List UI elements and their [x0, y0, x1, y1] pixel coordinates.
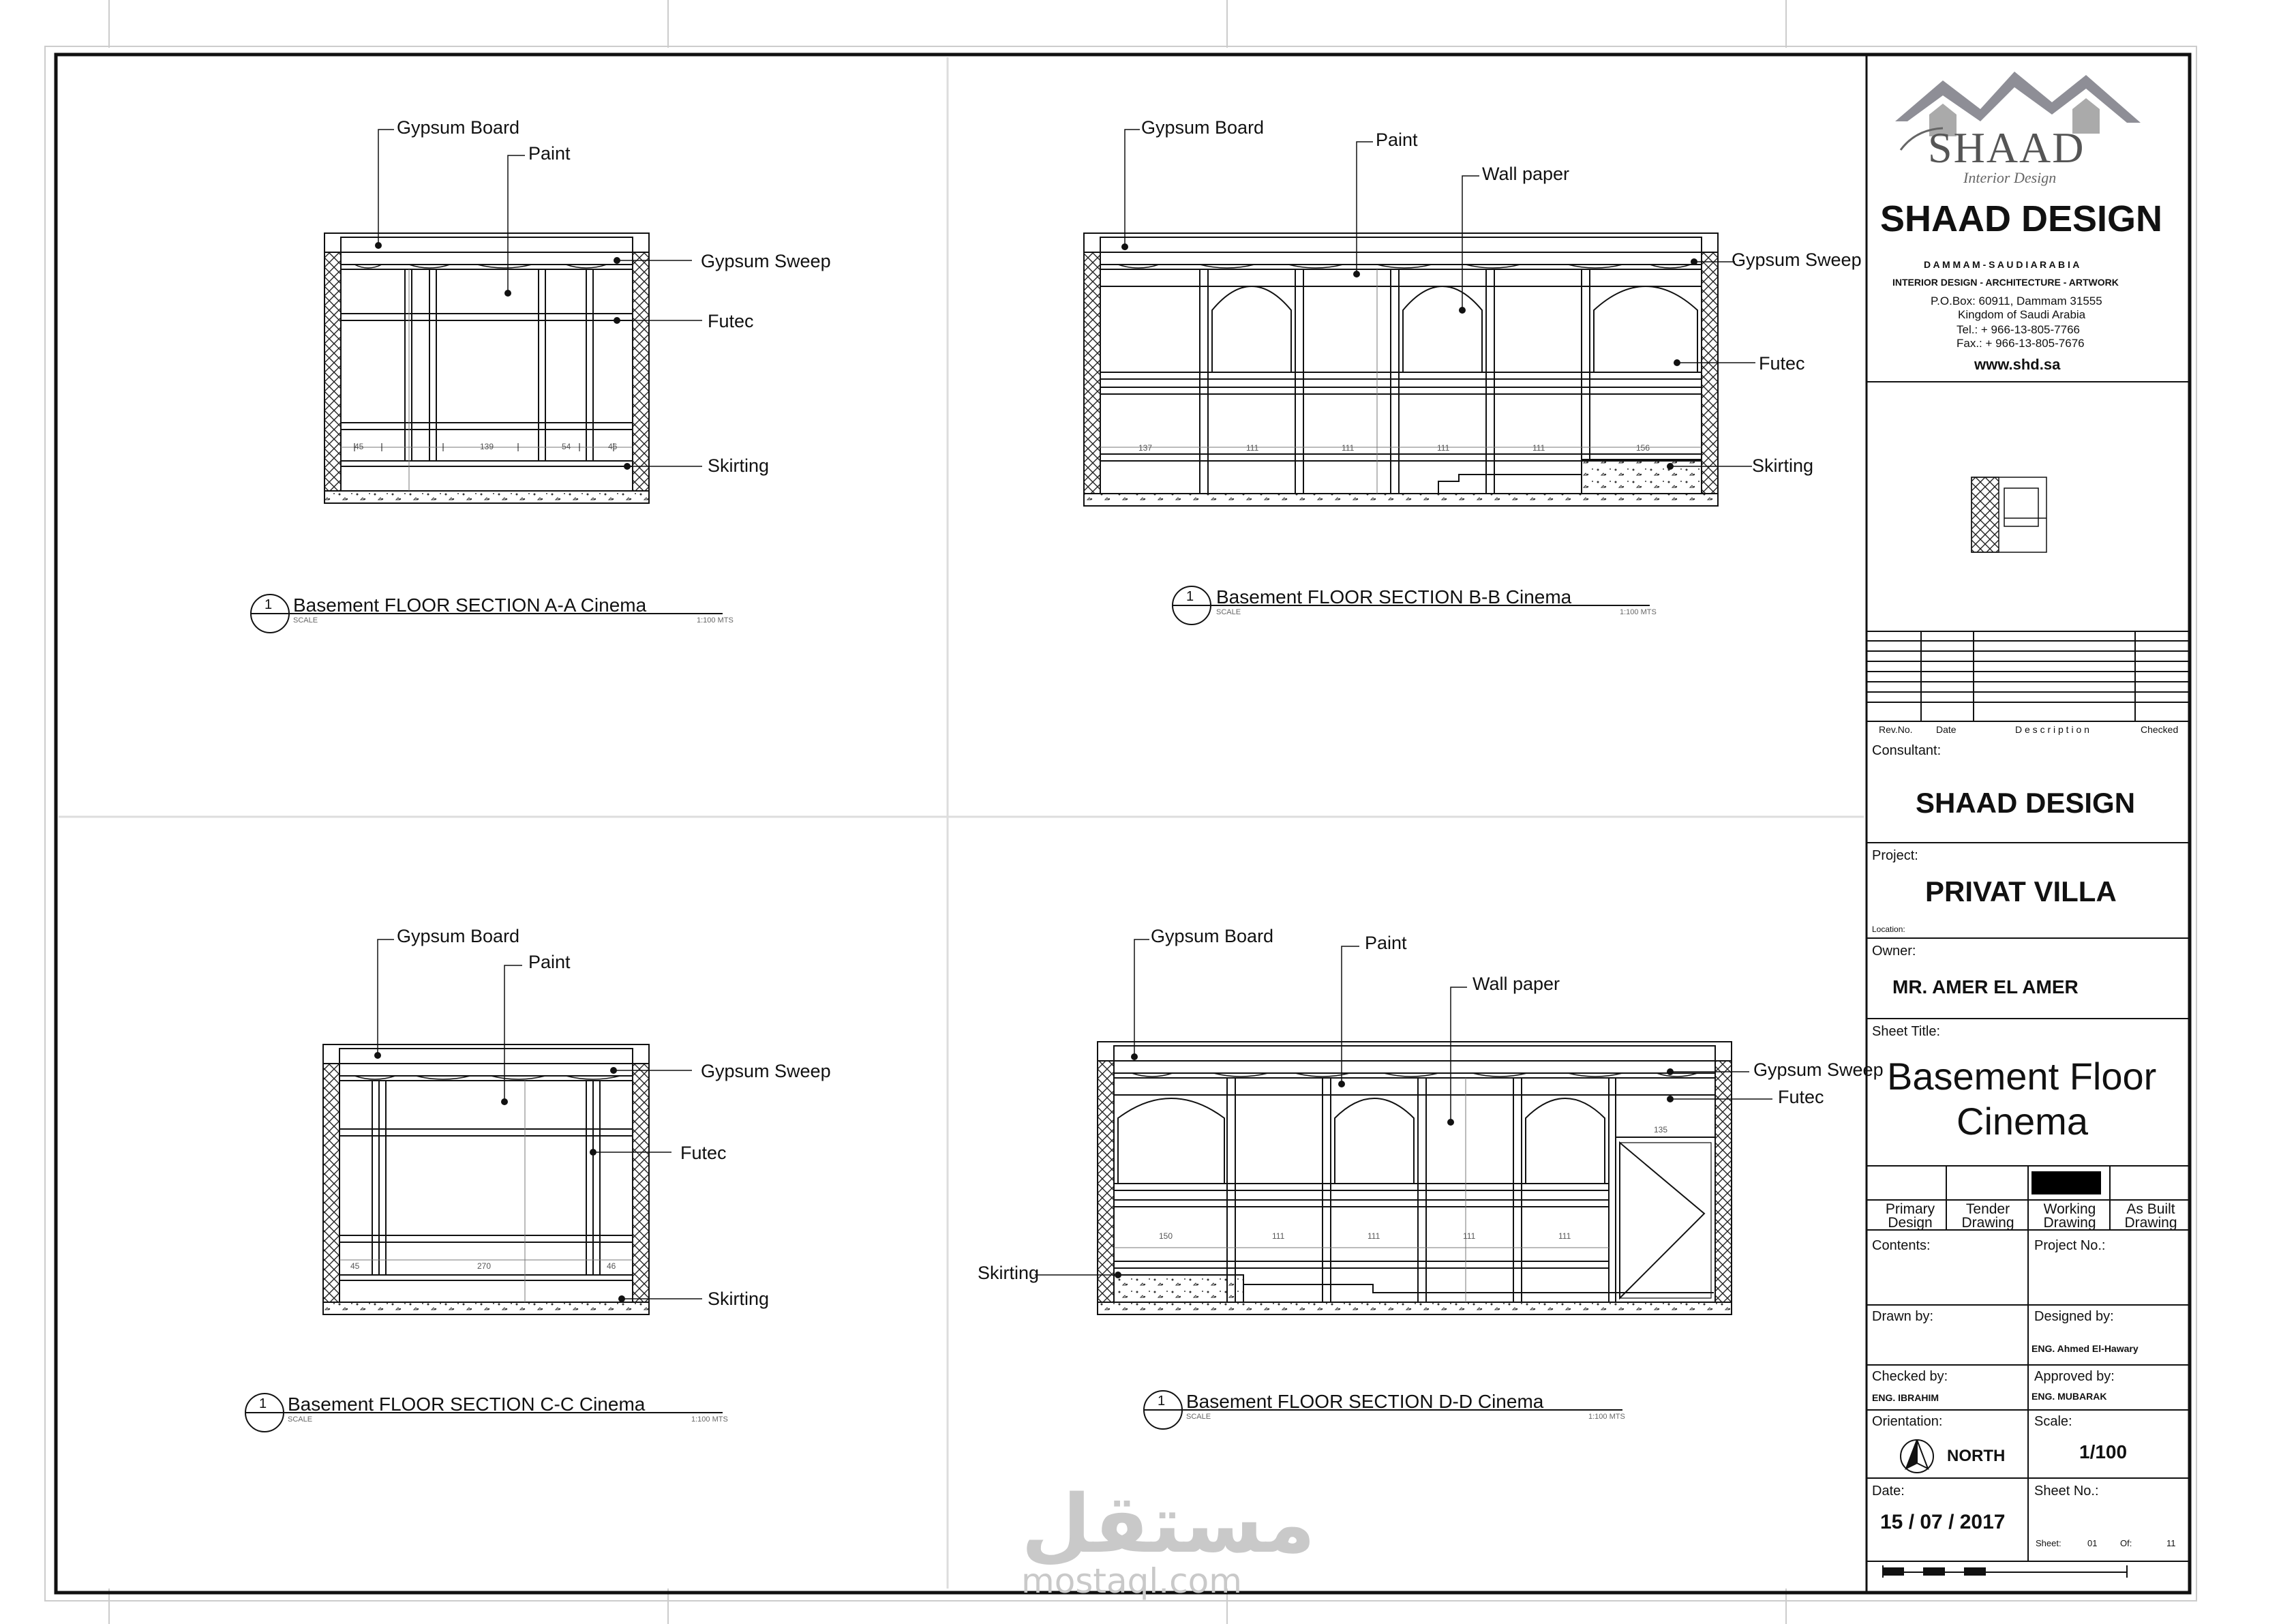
- section-d-title: Basement FLOOR SECTION D-D Cinema: [1186, 1391, 1544, 1412]
- watermark-latin: mostaql.com: [1021, 1561, 1242, 1601]
- sheet-title-label: Sheet Title:: [1872, 1024, 1941, 1039]
- owner-label: Owner:: [1872, 944, 1916, 959]
- dim-d-5: 111: [1463, 1231, 1476, 1241]
- dim-d-1: 135: [1654, 1125, 1668, 1134]
- company-website[interactable]: www.shd.sa: [1974, 356, 2061, 373]
- logo-text: SHAAD: [1928, 123, 2085, 172]
- rev-header-no: Rev.No.: [1879, 724, 1913, 735]
- dim-a-4: 46: [608, 442, 618, 451]
- section-d-dots: [1115, 1053, 1674, 1278]
- stage-working-drawing[interactable]: Working Drawing: [2043, 1201, 2096, 1231]
- label-futec-d: Futec: [1778, 1087, 1824, 1107]
- orientation-value: NORTH: [1947, 1447, 2006, 1465]
- label-skirting-c: Skirting: [708, 1289, 770, 1309]
- section-c-title: Basement FLOOR SECTION C-C Cinema: [288, 1394, 646, 1415]
- location-label: Location:: [1872, 924, 1905, 934]
- designed-by-value: ENG. Ahmed El-Hawary: [2031, 1343, 2139, 1354]
- date-label: Date:: [1872, 1484, 1905, 1499]
- label-skirting-d: Skirting: [978, 1263, 1040, 1283]
- section-c-drawing: [323, 1044, 649, 1314]
- project-no-label: Project No.:: [2034, 1238, 2106, 1253]
- section-c-dots: [374, 1052, 625, 1302]
- project-value: PRIVAT VILLA: [1925, 875, 2117, 907]
- dim-b-1: 137: [1138, 443, 1153, 453]
- label-gypsum-board-d: Gypsum Board: [1151, 926, 1274, 946]
- rev-header-date: Date: [1936, 724, 1957, 735]
- label-paint-b: Paint: [1376, 130, 1418, 150]
- dim-d-4: 111: [1368, 1231, 1380, 1241]
- dim-d-2: 150: [1159, 1231, 1173, 1241]
- dim-c-2: 270: [477, 1261, 492, 1271]
- sheet-no-label: Sheet No.:: [2034, 1484, 2099, 1499]
- label-futec-c: Futec: [680, 1143, 727, 1163]
- section-b-scale-value: 1:100 MTS: [1620, 608, 1657, 616]
- label-skirting-a: Skirting: [708, 455, 770, 476]
- sheet-title-line1: Basement Floor: [1887, 1055, 2157, 1098]
- sheet-title-line2: Cinema: [1957, 1100, 2088, 1143]
- dim-d-3: 111: [1272, 1231, 1285, 1241]
- label-gypsum-sweep-c: Gypsum Sweep: [701, 1061, 831, 1081]
- company-fax: Fax.: + 966-13-805-7676: [1957, 337, 2085, 350]
- dim-a-1: 45: [354, 442, 364, 451]
- section-a-dots: [375, 242, 631, 470]
- label-gypsum-sweep-d: Gypsum Sweep: [1753, 1059, 1884, 1080]
- label-wallpaper-d: Wall paper: [1472, 974, 1560, 994]
- date-value: 15 / 07 / 2017: [1880, 1511, 2006, 1533]
- section-c-leaders: [378, 939, 702, 1299]
- section-a-number: 1: [265, 597, 273, 612]
- label-skirting-b: Skirting: [1752, 455, 1814, 476]
- dim-b-2: 111: [1246, 443, 1259, 453]
- section-a-drawing: [324, 233, 649, 503]
- north-arrow-icon: [1901, 1440, 1933, 1473]
- section-b-drawing: [1084, 233, 1718, 506]
- dim-c-1: 45: [350, 1261, 360, 1271]
- company-tel: Tel.: + 966-13-805-7766: [1957, 323, 2080, 336]
- owner-value: MR. AMER EL AMER: [1892, 976, 2079, 997]
- section-a-leaders: [378, 130, 702, 466]
- label-gypsum-board-b: Gypsum Board: [1141, 117, 1265, 138]
- section-c-scale-label: SCALE: [288, 1415, 313, 1424]
- rev-header-description: D e s c r i p t i o n: [2015, 724, 2089, 735]
- section-c-number: 1: [259, 1396, 267, 1411]
- company-kingdom: Kingdom of Saudi Arabia: [1958, 308, 2086, 321]
- label-wallpaper-b: Wall paper: [1482, 164, 1570, 184]
- consultant-label: Consultant:: [1872, 743, 1942, 758]
- section-d-number: 1: [1158, 1394, 1166, 1409]
- section-d-scale-label: SCALE: [1186, 1413, 1211, 1421]
- stage-primary-design[interactable]: Primary Design: [1885, 1201, 1935, 1231]
- section-d-scale-value: 1:100 MTS: [1588, 1413, 1625, 1421]
- consultant-value: SHAAD DESIGN: [1916, 787, 2136, 819]
- dim-b-4: 111: [1437, 443, 1450, 453]
- project-label: Project:: [1872, 848, 1918, 863]
- logo-subtitle: Interior Design: [1963, 169, 2057, 186]
- label-futec-a: Futec: [708, 311, 754, 331]
- dim-c-3: 46: [607, 1261, 616, 1271]
- label-futec-b: Futec: [1759, 353, 1805, 374]
- company-services: INTERIOR DESIGN - ARCHITECTURE - ARTWORK: [1892, 277, 2119, 288]
- orientation-label: Orientation:: [1872, 1414, 1943, 1429]
- stage-indicator: [2031, 1171, 2101, 1194]
- stage-tender-drawing[interactable]: Tender Drawing: [1961, 1201, 2014, 1231]
- sheet-border: [56, 55, 2190, 1593]
- section-a-scale-value: 1:100 MTS: [697, 616, 734, 625]
- section-a-title: Basement FLOOR SECTION A-A Cinema: [293, 595, 647, 616]
- label-gypsum-board-c: Gypsum Board: [397, 926, 520, 946]
- key-plan: [1972, 477, 2046, 552]
- label-gypsum-sweep-a: Gypsum Sweep: [701, 251, 831, 271]
- approved-by-value: ENG. MUBARAK: [2031, 1391, 2107, 1402]
- scale-label: Scale:: [2034, 1414, 2072, 1429]
- stage-as-built-drawing[interactable]: As Built Drawing: [2124, 1201, 2177, 1231]
- scale-bar: [1883, 1565, 2127, 1578]
- dim-a-2: 139: [480, 442, 494, 451]
- label-paint-a: Paint: [528, 143, 571, 164]
- label-paint-c: Paint: [528, 952, 571, 972]
- dim-b-5: 111: [1532, 443, 1545, 453]
- watermark-arabic: مستقل: [1021, 1477, 1316, 1571]
- rev-header-checked: Checked: [2141, 724, 2179, 735]
- dim-d-6: 111: [1558, 1231, 1571, 1241]
- contents-label: Contents:: [1872, 1238, 1931, 1253]
- scale-value: 1/100: [2079, 1441, 2128, 1462]
- section-b-leaders: [1125, 130, 1755, 466]
- drawn-by-label: Drawn by:: [1872, 1309, 1934, 1324]
- company-po-box: P.O.Box: 60911, Dammam 31555: [1931, 295, 2102, 307]
- checked-by-value: ENG. IBRAHIM: [1872, 1392, 1939, 1403]
- designed-by-label: Designed by:: [2034, 1309, 2114, 1324]
- section-d-leaders: [1035, 939, 1772, 1275]
- dim-b-6: 156: [1636, 443, 1650, 453]
- section-b-number: 1: [1186, 589, 1194, 604]
- section-c-scale-value: 1:100 MTS: [691, 1415, 728, 1424]
- dim-a-3: 54: [562, 442, 571, 451]
- sheet-number: 01: [2087, 1538, 2098, 1548]
- company-name: SHAAD DESIGN: [1880, 198, 2163, 239]
- label-gypsum-board-a: Gypsum Board: [397, 117, 520, 138]
- section-a-scale-label: SCALE: [293, 616, 318, 625]
- sheet-total: 11: [2166, 1538, 2176, 1548]
- label-paint-d: Paint: [1365, 933, 1407, 953]
- of-word: Of:: [2120, 1538, 2132, 1548]
- checked-by-label: Checked by:: [1872, 1369, 1948, 1384]
- label-gypsum-sweep-b: Gypsum Sweep: [1732, 250, 1862, 270]
- section-d-drawing: [1098, 1042, 1732, 1314]
- company-city: D A M M A M - S A U D I A R A B I A: [1924, 259, 2080, 270]
- section-b-scale-label: SCALE: [1216, 608, 1241, 616]
- sheet-word: Sheet:: [2036, 1538, 2061, 1548]
- dim-b-3: 111: [1342, 443, 1355, 453]
- approved-by-label: Approved by:: [2034, 1369, 2115, 1384]
- section-b-title: Basement FLOOR SECTION B-B Cinema: [1216, 586, 1572, 607]
